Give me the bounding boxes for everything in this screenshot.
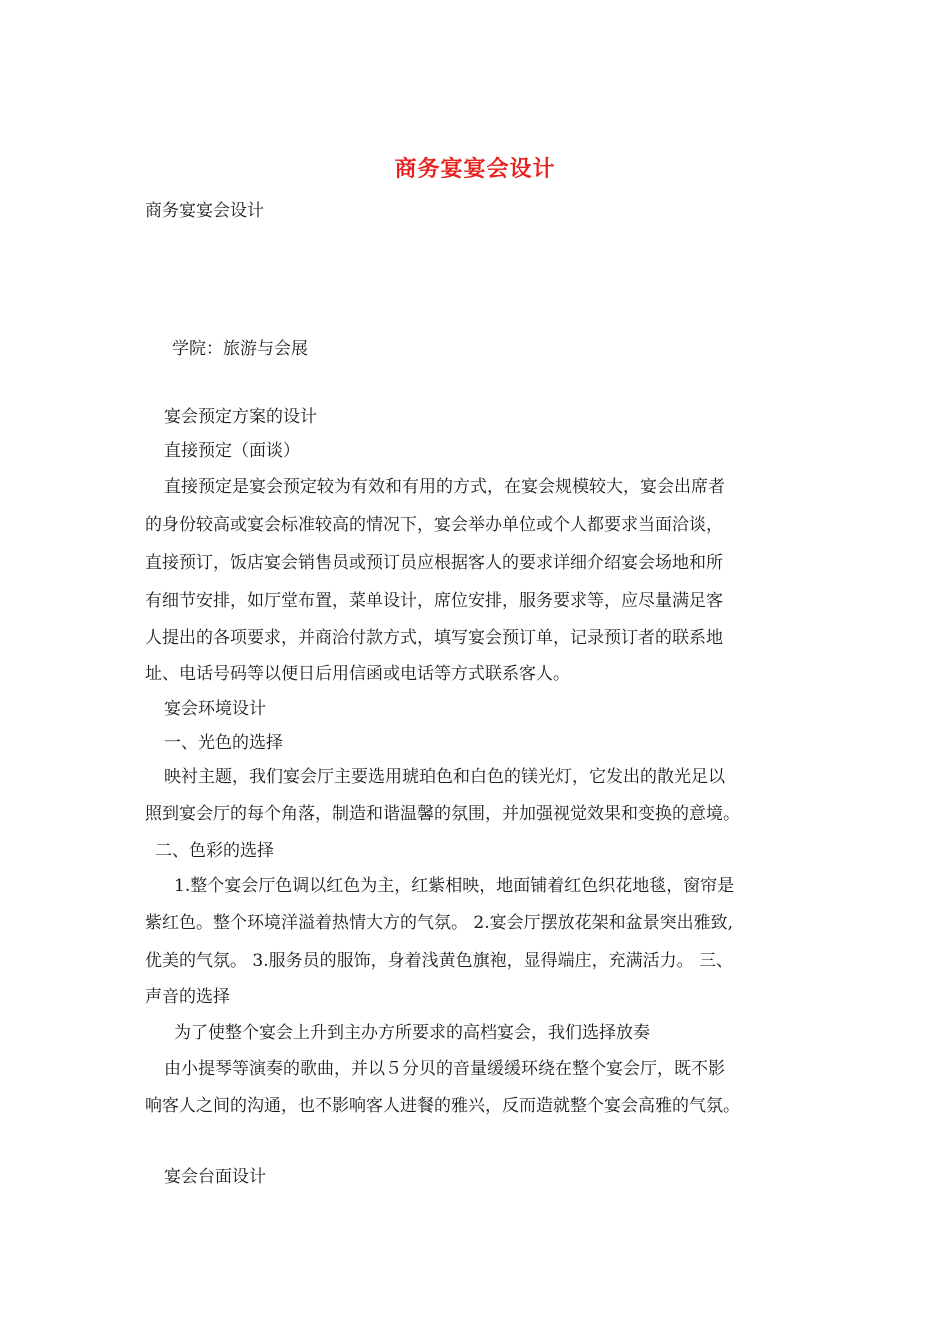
paragraph-line: 为了使整个宴会上升到主办方所要求的高档宴会，我们选择放奏 (174, 1023, 650, 1043)
document-title: 商务宴宴会设计 (394, 156, 556, 182)
paragraph-line: 直接预定是宴会预定较为有效和有用的方式，在宴会规模较大，宴会出席者 (164, 477, 725, 497)
heading-sound: 声音的选择 (145, 987, 230, 1007)
paragraph-line: 映衬主题，我们宴会厅主要选用琥珀色和白色的镁光灯，它发出的散光足以 (164, 767, 725, 787)
paragraph-line: 优美的气氛。 3.服务员的服饰，身着浅黄色旗袍，显得端庄，充满活力。 三、 (145, 951, 734, 971)
paragraph-line: 响客人之间的沟通，也不影响客人进餐的雅兴，反而造就整个宴会高雅的气氛。 (145, 1096, 740, 1116)
paragraph-line: 人提出的各项要求，并商洽付款方式，填写宴会预订单，记录预订者的联系地 (145, 628, 723, 648)
heading-direct-booking: 直接预定（面谈） (164, 441, 300, 461)
heading-color: 二、色彩的选择 (155, 841, 274, 861)
paragraph-line: 有细节安排，如厅堂布置，菜单设计，席位安排，服务要求等，应尽量满足客 (145, 591, 723, 611)
heading-light: 一、光色的选择 (164, 733, 283, 753)
paragraph-line: 由小提琴等演奏的歌曲，并以５分贝的音量缓缓环绕在整个宴会厅，既不影 (164, 1059, 725, 1079)
paragraph-line: 1.整个宴会厅色调以红色为主，红紫相映，地面铺着红色织花地毯，窗帘是 (174, 876, 735, 896)
heading-environment: 宴会环境设计 (164, 699, 266, 719)
heading-table-design: 宴会台面设计 (164, 1167, 266, 1187)
subtitle-line: 商务宴宴会设计 (145, 201, 264, 221)
college-line: 学院：旅游与会展 (172, 339, 308, 359)
heading-banquet-booking: 宴会预定方案的设计 (164, 407, 317, 427)
paragraph-line: 址、电话号码等以便日后用信函或电话等方式联系客人。 (145, 664, 570, 684)
paragraph-line: 紫红色。整个环境洋溢着热情大方的气氛。 2.宴会厅摆放花架和盆景突出雅致, (145, 913, 734, 933)
paragraph-line: 直接预订，饭店宴会销售员或预订员应根据客人的要求详细介绍宴会场地和所 (145, 553, 723, 573)
paragraph-line: 照到宴会厅的每个角落，制造和谐温馨的氛围，并加强视觉效果和变换的意境。 (145, 804, 740, 824)
paragraph-line: 的身份较高或宴会标准较高的情况下，宴会举办单位或个人都要求当面洽谈， (145, 515, 723, 535)
